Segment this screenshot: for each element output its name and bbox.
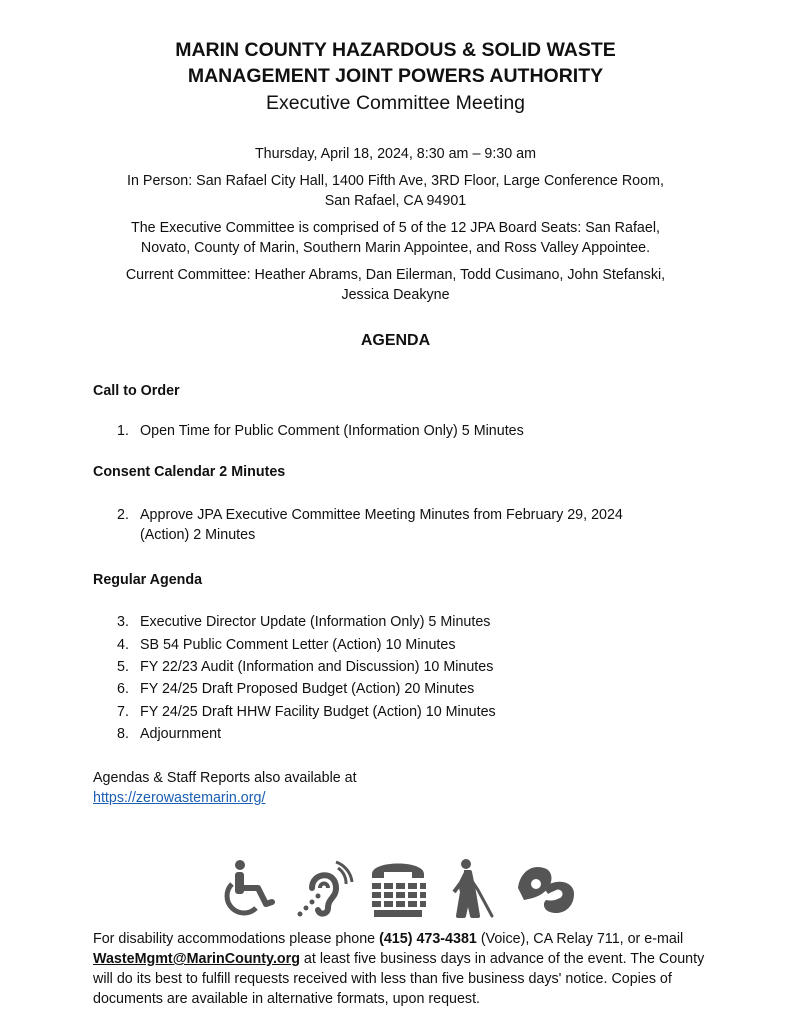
item-number: 1.	[117, 423, 129, 439]
section-call-to-order: Call to Order	[93, 383, 180, 399]
org-title-line1: MARIN COUNTY HAZARDOUS & SOLID WASTE	[175, 39, 616, 61]
agenda-item	[117, 635, 455, 655]
item-text: SB 54 Public Comment Letter (Action) 10 Minutes	[140, 637, 456, 653]
item-number: 2.	[117, 507, 129, 523]
composition-line1: The Executive Committee is comprised of 5 of the 12 JPA Board Seats: San Rafael,	[131, 220, 660, 236]
agenda-item	[117, 421, 524, 441]
agenda-heading: AGENDA	[360, 332, 431, 349]
wheelchair-icon	[218, 858, 282, 920]
meeting-location	[60, 171, 731, 211]
item-text: FY 24/25 Draft HHW Facility Budget (Action) 10 Minutes	[140, 704, 496, 720]
item-number: 7.	[117, 704, 129, 720]
item-number: 8.	[117, 726, 129, 742]
agenda-item	[117, 702, 496, 722]
section-regular-agenda: Regular Agenda	[93, 572, 203, 588]
accessibility-icons	[218, 858, 578, 920]
location-line1: In Person: San Rafael City Hall, 1400 Fifth Ave, 3RD Floor, Large Conference Room,	[127, 173, 664, 189]
current-committee	[60, 265, 731, 305]
meeting-datetime: Thursday, April 18, 2024, 8:30 am – 9:30 am	[254, 146, 537, 162]
committee-line2: Jessica Deakyne	[341, 287, 450, 303]
meeting-subtitle: Executive Committee Meeting	[265, 92, 526, 114]
committee-line1: Current Committee: Heather Abrams, Dan Eilerman, Todd Cusimano, John Stefanski,	[125, 267, 666, 283]
item-number: 6.	[117, 681, 129, 697]
website-link[interactable]: https://zerowastemarin.org/	[93, 790, 266, 806]
composition-line2: Novato, County of Marin, Southern Marin Appointee, and Ross Valley Appointee.	[140, 240, 651, 256]
blind-cane-icon	[440, 858, 504, 920]
committee-composition	[60, 218, 731, 258]
availability-text: Agendas & Staff Reports also available at	[93, 770, 357, 786]
item-number: 4.	[117, 637, 129, 653]
availability-note	[93, 768, 357, 808]
sign-language-icon	[514, 858, 578, 920]
agenda-item	[117, 724, 221, 744]
agenda-item	[117, 679, 474, 699]
item-text: Approve JPA Executive Committee Meeting Minutes from February 29, 2024 (Action) 2 Minutes	[140, 507, 623, 543]
phone-number: (415) 473-4381	[379, 931, 477, 947]
org-title-line2: MANAGEMENT JOINT POWERS AUTHORITY	[187, 65, 604, 87]
item-text: Open Time for Public Comment (Information Only) 5 Minutes	[140, 423, 524, 439]
tty-phone-icon	[366, 858, 430, 920]
agenda-item	[117, 612, 490, 632]
assistive-listening-icon	[292, 858, 356, 920]
location-line2: San Rafael, CA 94901	[324, 193, 467, 209]
item-text: Adjournment	[140, 726, 222, 742]
email-link[interactable]: WasteMgmt@MarinCounty.org	[93, 951, 300, 967]
agenda-item	[117, 505, 623, 545]
item-number: 3.	[117, 614, 129, 630]
item-text: Executive Director Update (Information Only) 5 Minutes	[140, 614, 491, 630]
disability-accommodations-notice: For disability accommodations please phone (415) 473-4381 (Voice), CA Relay 711, or e-mail WasteMgmt@MarinCounty.org at least five business days in advance of the event. The County will do its best to fulfill requests received with less than five business days' notice. Copies of documents are available in alternative formats, upon request.	[93, 931, 705, 1007]
item-number: 5.	[117, 659, 129, 675]
item-text: FY 22/23 Audit (Information and Discussion) 10 Minutes	[140, 659, 494, 675]
item-text: FY 24/25 Draft Proposed Budget (Action) 20 Minutes	[140, 681, 475, 697]
agenda-item	[117, 657, 493, 677]
section-consent-calendar: Consent Calendar 2 Minutes	[93, 464, 286, 480]
